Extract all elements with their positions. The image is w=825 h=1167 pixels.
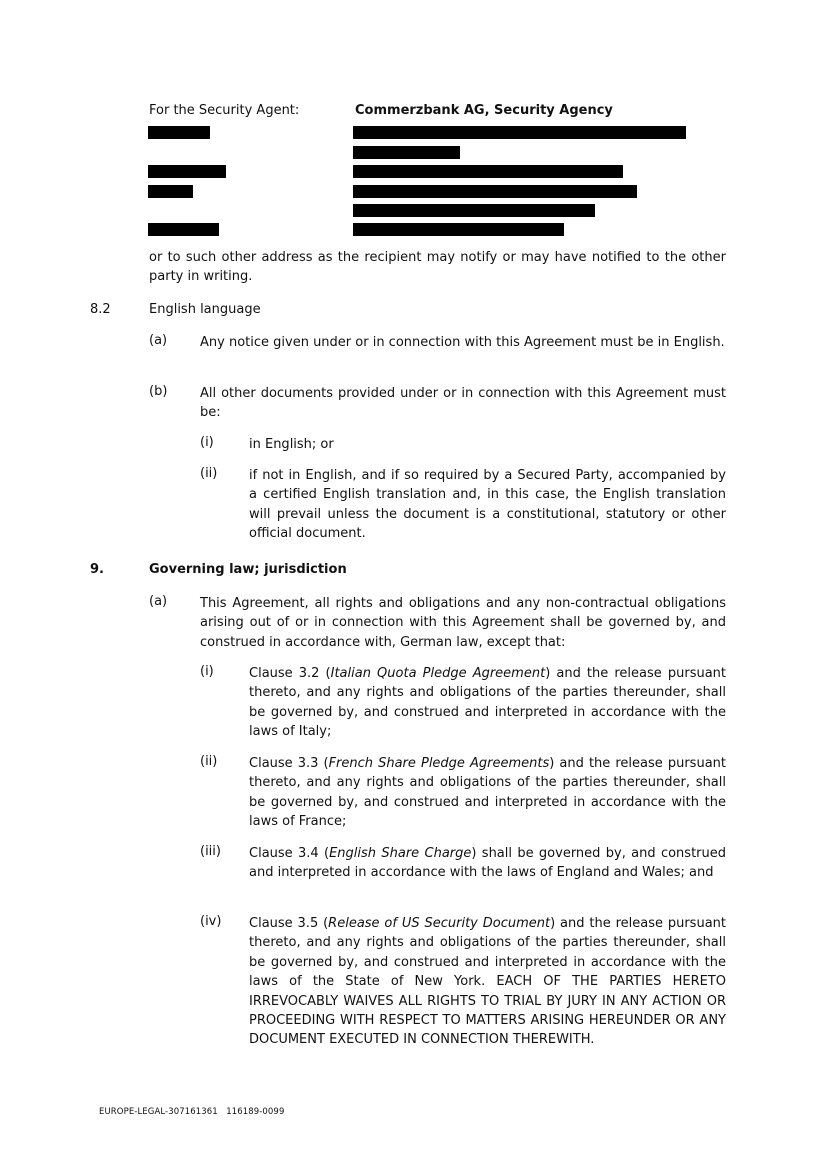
redaction-bar <box>353 204 595 217</box>
closing-text: or to such other address as the recipient may notify or may have notified to the other party in writing. <box>149 250 726 285</box>
subitem-text: Clause 3.5 (Release of US Security Document) and the release pursuant thereto, and any rights and obligations of the parties thereunder, shall be governed by, and construed and interpreted in accordance with the laws of the State of New York. EACH OF THE PARTIES HERETO IRREVOCABLY WAIVES ALL RIGHTS TO TRIAL BY JURY IN ANY ACTION OR PROCEEDING WITH RESPECT TO MATTERS ARISING HEREUNDER OR ANY DOCUMENT EXECUTED IN CONNECTION THEREWITH. <box>249 916 726 1048</box>
document-footer <box>99 1107 284 1117</box>
item-text: This Agreement, all rights and obligations and any non-contractual obligations arising out of or in connection with this Agreement shall be governed by, and construed in accordance with, German law, except that: <box>200 596 726 650</box>
subitem-label: (ii) <box>200 754 218 769</box>
item-label: (b) <box>149 384 168 399</box>
subitem-label: (i) <box>200 664 214 679</box>
item-label: (a) <box>149 333 168 348</box>
security-agent-entity: Commerzbank AG, Security Agency <box>355 103 613 118</box>
clause-9-heading: Governing law; jurisdiction <box>149 562 347 577</box>
item-label: (a) <box>149 594 168 609</box>
subitem-label: (iv) <box>200 914 222 929</box>
redaction-bar <box>148 165 226 178</box>
subitem-text: Clause 3.2 (Italian Quota Pledge Agreement) and the release pursuant thereto, and any rights and obligations of the parties thereunder, shall be governed by, and construed and interpreted in accordance with the laws of Italy; <box>249 666 727 740</box>
subitem-label: (iii) <box>200 844 221 859</box>
redaction-bar <box>148 185 193 198</box>
clause-8-2-number: 8.2 <box>90 302 111 317</box>
redaction-bar <box>353 126 686 139</box>
redaction-bar <box>148 126 210 139</box>
security-agent-label: For the Security Agent: <box>149 103 300 118</box>
clause-8-2-heading: English language <box>149 302 261 317</box>
redaction-bar <box>148 223 219 236</box>
footer-matter: 116189-0099 <box>226 1107 285 1117</box>
redaction-bar <box>353 165 623 178</box>
redaction-bar <box>353 146 460 159</box>
redaction-bar <box>353 223 564 236</box>
item-text: All other documents provided under or in connection with this Agreement must be: <box>200 386 726 421</box>
subitem-label: (i) <box>200 435 214 450</box>
footer-reference: EUROPE-LEGAL-307161361 <box>99 1107 218 1117</box>
redaction-bar <box>353 185 637 198</box>
subitem-text: Clause 3.3 (French Share Pledge Agreements) and the release pursuant thereto, and any rights and obligations of the parties thereunder, shall be governed by, and construed and interpreted in accordance with the laws of France; <box>249 756 726 830</box>
clause-9-number: 9. <box>90 562 104 577</box>
subitem-text: in English; or <box>249 437 334 452</box>
subitem-text: if not in English, and if so required by a Secured Party, accompanied by a certified English translation and, in this case, the English translation will prevail unless the document is a constitutional, statutory or other official document. <box>249 468 726 542</box>
item-text: Any notice given under or in connection with this Agreement must be in English. <box>200 335 725 350</box>
subitem-label: (ii) <box>200 466 218 481</box>
subitem-text: Clause 3.4 (English Share Charge) shall be governed by, and construed and interpreted in accordance with the laws of England and Wales; and <box>249 846 726 881</box>
